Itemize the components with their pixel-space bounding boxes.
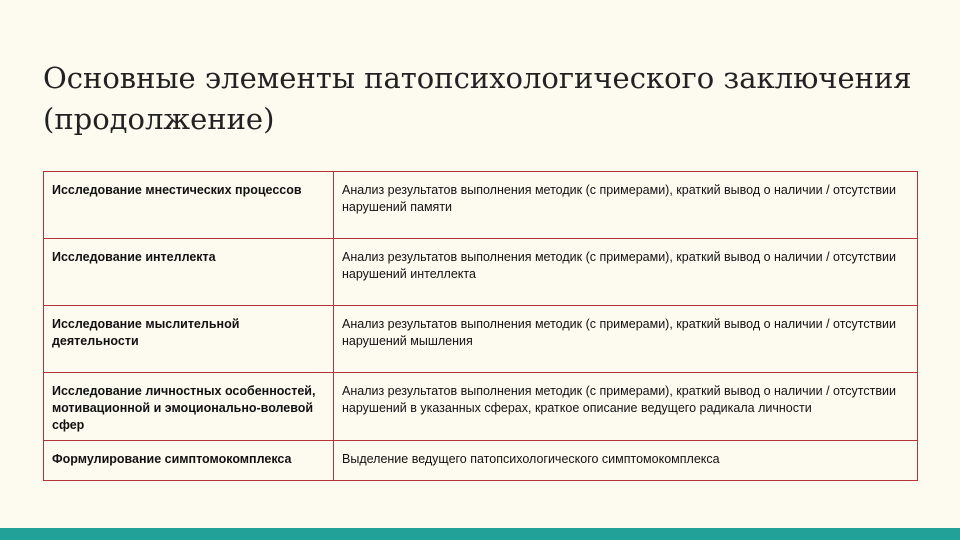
section-name-cell: Формулирование симптомокомплекса (44, 441, 334, 481)
section-name-cell: Исследование интеллекта (44, 239, 334, 306)
table-body (44, 172, 918, 481)
section-description-cell: Выделение ведущего патопсихологического симптомокомплекса (334, 441, 918, 481)
slide-title: Основные элементы патопсихологического заключения (продолжение) (43, 61, 912, 136)
section-name-cell: Исследование личностных особенностей, мотивационной и эмоционально-волевой сфер (44, 373, 334, 441)
section-name-cell: Исследование мыслительной деятельности (44, 306, 334, 373)
section-description-cell: Анализ результатов выполнения методик (с примерами), краткий вывод о наличии / отсутствии нарушений мышления (334, 306, 918, 373)
table-row (44, 306, 918, 373)
section-description-cell: Анализ результатов выполнения методик (с примерами), краткий вывод о наличии / отсутствии нарушений в указанных сферах, краткое описание ведущего радикала личности (334, 373, 918, 441)
table-row (44, 239, 918, 306)
bottom-accent-bar (0, 528, 960, 540)
table-row (44, 373, 918, 441)
table-row (44, 172, 918, 239)
section-description-cell: Анализ результатов выполнения методик (с примерами), краткий вывод о наличии / отсутствии нарушений интеллекта (334, 239, 918, 306)
section-name-cell: Исследование мнестических процессов (44, 172, 334, 239)
section-description-cell: Анализ результатов выполнения методик (с примерами), краткий вывод о наличии / отсутствии нарушений памяти (334, 172, 918, 239)
table-row (44, 441, 918, 481)
elements-table (43, 171, 918, 481)
